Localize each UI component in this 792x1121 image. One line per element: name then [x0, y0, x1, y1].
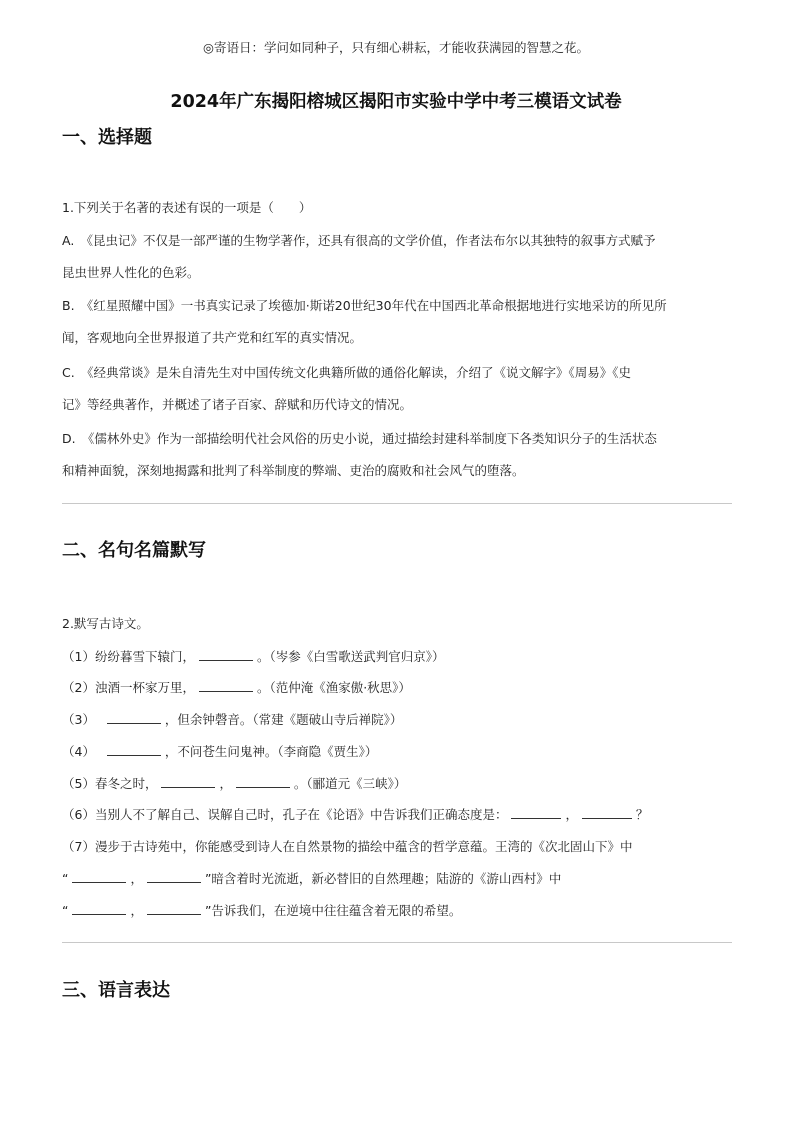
answer-blank[interactable] [72, 870, 126, 883]
answer-blank[interactable] [199, 679, 253, 692]
question-2-item-7-line2: “ ， ”暗含着时光流逝，新必替旧的自然理趣；陆游的《游山西村》中 [62, 871, 562, 886]
question-2-stem: 2.默写古诗文。 [62, 616, 149, 631]
page-title: 2024年广东揭阳榕城区揭阳市实验中学中考三模语文试卷 [170, 92, 622, 112]
question-2-item-4: （4） ，不问苍生问鬼神。（李商隐《贾生》） [62, 744, 378, 759]
question-1-option-b-line2: 闻，客观地向全世界报道了共产党和红军的真实情况。 [62, 330, 363, 345]
answer-blank[interactable] [199, 648, 253, 661]
answer-blank[interactable] [147, 870, 201, 883]
answer-blank[interactable] [582, 806, 632, 819]
answer-blank[interactable] [161, 775, 215, 788]
question-1-option-d-line2: 和精神面貌，深刻地揭露和批判了科举制度的弊端、吏治的腐败和社会风气的堕落。 [62, 463, 525, 478]
question-2-item-1: （1）纷纷暮雪下辕门， 。（岑参《白雪歌送武判官归京》） [62, 649, 445, 664]
question-2-item-7-line1: （7）漫步于古诗苑中，你能感受到诗人在自然景物的描绘中蕴含的哲学意蕴。王湾的《次北固山下》中 [62, 839, 633, 854]
section-heading-language-expression: 三、语言表达 [62, 980, 170, 1001]
motto-text: ◎寄语日：学问如同种子，只有细心耕耘，才能收获满园的智慧之花。 [203, 40, 589, 55]
section-heading-recitation: 二、名句名篇默写 [62, 540, 206, 561]
section-divider [62, 942, 732, 943]
question-1-option-a-line2: 昆虫世界人性化的色彩。 [62, 265, 200, 280]
question-2-item-7-line3: “ ， ”告诉我们，在逆境中往往蕴含着无限的希望。 [62, 903, 462, 918]
question-2-item-3: （3） ，但余钟磬音。（常建《题破山寺后禅院》） [62, 712, 403, 727]
answer-blank[interactable] [72, 902, 126, 915]
answer-blank[interactable] [236, 775, 290, 788]
answer-blank[interactable] [107, 743, 161, 756]
question-1-option-c-line2: 记》等经典著作，并概述了诸子百家、辞赋和历代诗文的情况。 [62, 397, 413, 412]
question-1-option-b-line1: B. 《红星照耀中国》一书真实记录了埃德加·斯诺20世纪30年代在中国西北革命根据地进行实地采访的所见所 [62, 298, 667, 313]
section-heading-choice: 一、选择题 [62, 127, 152, 148]
answer-blank[interactable] [511, 806, 561, 819]
question-1-option-d-line1: D. 《儒林外史》作为一部描绘明代社会风俗的历史小说，通过描绘封建科举制度下各类知识分子的生活状态 [62, 431, 657, 446]
question-2-item-6: （6）当别人不了解自己、误解自己时，孔子在《论语》中告诉我们正确态度是： ， ？ [62, 807, 649, 822]
section-divider [62, 503, 732, 504]
question-2-item-5: （5）春冬之时， ， 。（郦道元《三峡》） [62, 776, 407, 791]
question-1-stem: 1.下列关于名著的表述有误的一项是（ ） [62, 200, 312, 215]
answer-blank[interactable] [107, 711, 161, 724]
question-1-option-c-line1: C. 《经典常谈》是朱自清先生对中国传统文化典籍所做的通俗化解读，介绍了《说文解字》《周易》《史 [62, 365, 631, 380]
question-2-item-2: （2）浊酒一杯家万里， 。（范仲淹《渔家傲·秋思》） [62, 680, 411, 695]
question-1-option-a-line1: A. 《昆虫记》不仅是一部严谨的生物学著作，还具有很高的文学价值，作者法布尔以其独特的叙事方式赋予 [62, 233, 656, 248]
answer-blank[interactable] [147, 902, 201, 915]
